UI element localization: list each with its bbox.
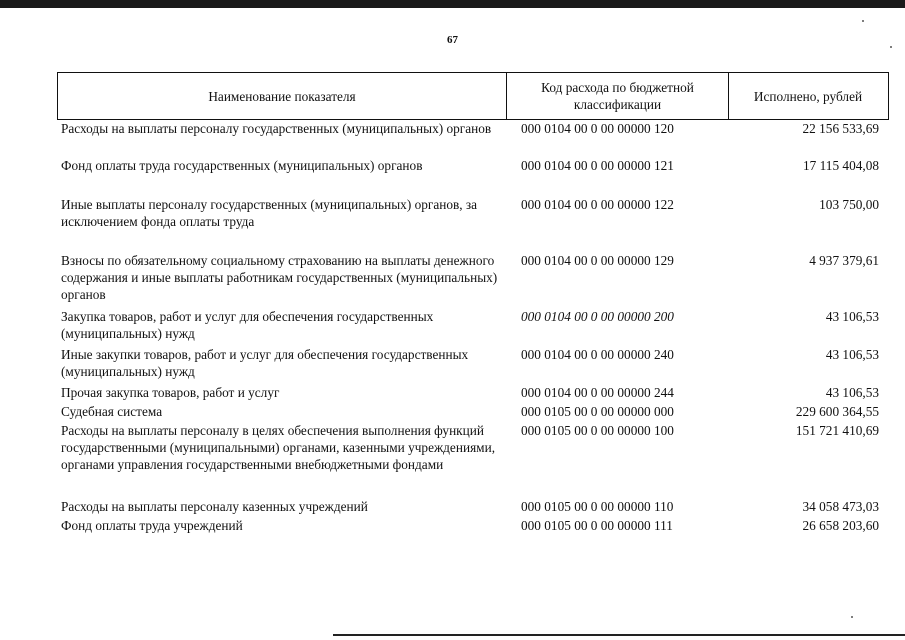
row-code: 000 0104 00 0 00 00000 121 bbox=[521, 158, 674, 173]
row-code: 000 0104 00 0 00 00000 240 bbox=[521, 347, 674, 362]
row-code: 000 0104 00 0 00 00000 122 bbox=[521, 197, 674, 212]
scan-speck bbox=[851, 616, 853, 618]
row-amount: 103 750,00 bbox=[819, 197, 879, 212]
row-amount: 34 058 473,03 bbox=[802, 499, 879, 514]
header-name: Наименование показателя bbox=[208, 88, 356, 104]
row-code: 000 0105 00 0 00 00000 111 bbox=[521, 518, 673, 533]
table-row bbox=[57, 498, 889, 517]
row-amount: 43 106,53 bbox=[825, 385, 879, 400]
table-row bbox=[57, 422, 889, 498]
scan-speck bbox=[862, 20, 864, 22]
row-code: 000 0104 00 0 00 00000 200 bbox=[521, 309, 674, 324]
row-code: 000 0105 00 0 00 00000 110 bbox=[521, 499, 674, 514]
table-row bbox=[57, 120, 889, 157]
table-row bbox=[57, 157, 889, 196]
row-amount: 26 658 203,60 bbox=[802, 518, 879, 533]
row-amount: 229 600 364,55 bbox=[795, 404, 879, 419]
scan-speck bbox=[890, 46, 892, 48]
row-name: Закупка товаров, работ и услуг для обеспечения государственных (муниципальных) нужд bbox=[61, 309, 434, 341]
row-name: Расходы на выплаты персоналу в целях обеспечения выполнения функций государственными (муниципальными) органами, казенными учреждениями, органами управления государственными внебюджетными фондами bbox=[61, 423, 496, 472]
row-name: Расходы на выплаты персоналу государственных (муниципальных) органов bbox=[61, 121, 492, 136]
table-row bbox=[57, 252, 889, 308]
page-number: 67 bbox=[447, 34, 458, 46]
header-code: Код расхода по бюджетной классификации bbox=[506, 73, 729, 119]
row-name: Фонд оплаты труда учреждений bbox=[61, 518, 243, 533]
row-amount: 4 937 379,61 bbox=[809, 253, 879, 268]
row-name: Судебная система bbox=[61, 404, 163, 419]
row-name: Прочая закупка товаров, работ и услуг bbox=[61, 385, 280, 400]
row-name: Взносы по обязательному социальному страхованию на выплаты денежного содержания и иные выплаты работникам государственных (муниципальных) органов bbox=[61, 253, 498, 302]
row-code: 000 0104 00 0 00 00000 244 bbox=[521, 385, 674, 400]
row-code: 000 0105 00 0 00 00000 000 bbox=[521, 404, 674, 419]
scan-bottom-border bbox=[333, 634, 905, 636]
row-amount: 17 115 404,08 bbox=[803, 158, 879, 173]
row-name: Иные закупки товаров, работ и услуг для обеспечения государственных (муниципальных) нужд bbox=[61, 347, 469, 379]
budget-table bbox=[57, 72, 889, 536]
table-header bbox=[57, 72, 889, 120]
row-code: 000 0104 00 0 00 00000 120 bbox=[521, 121, 674, 136]
row-name: Фонд оплаты труда государственных (муниципальных) органов bbox=[61, 158, 423, 173]
row-amount: 22 156 533,69 bbox=[802, 121, 879, 136]
table-row bbox=[57, 517, 889, 536]
table-row bbox=[57, 403, 889, 422]
table-row bbox=[57, 196, 889, 252]
row-amount: 151 721 410,69 bbox=[795, 423, 879, 438]
row-name: Расходы на выплаты персоналу казенных учреждений bbox=[61, 499, 368, 514]
row-name: Иные выплаты персоналу государственных (муниципальных) органов, за исключением фонда оплаты труда bbox=[61, 197, 478, 229]
row-code: 000 0105 00 0 00 00000 100 bbox=[521, 423, 674, 438]
table-row bbox=[57, 384, 889, 403]
table-row bbox=[57, 308, 889, 346]
row-amount: 43 106,53 bbox=[825, 347, 879, 362]
table-row bbox=[57, 346, 889, 384]
scan-top-border bbox=[0, 0, 905, 8]
row-amount: 43 106,53 bbox=[825, 309, 879, 324]
row-code: 000 0104 00 0 00 00000 129 bbox=[521, 253, 674, 268]
header-amount: Исполнено, рублей bbox=[753, 88, 863, 104]
